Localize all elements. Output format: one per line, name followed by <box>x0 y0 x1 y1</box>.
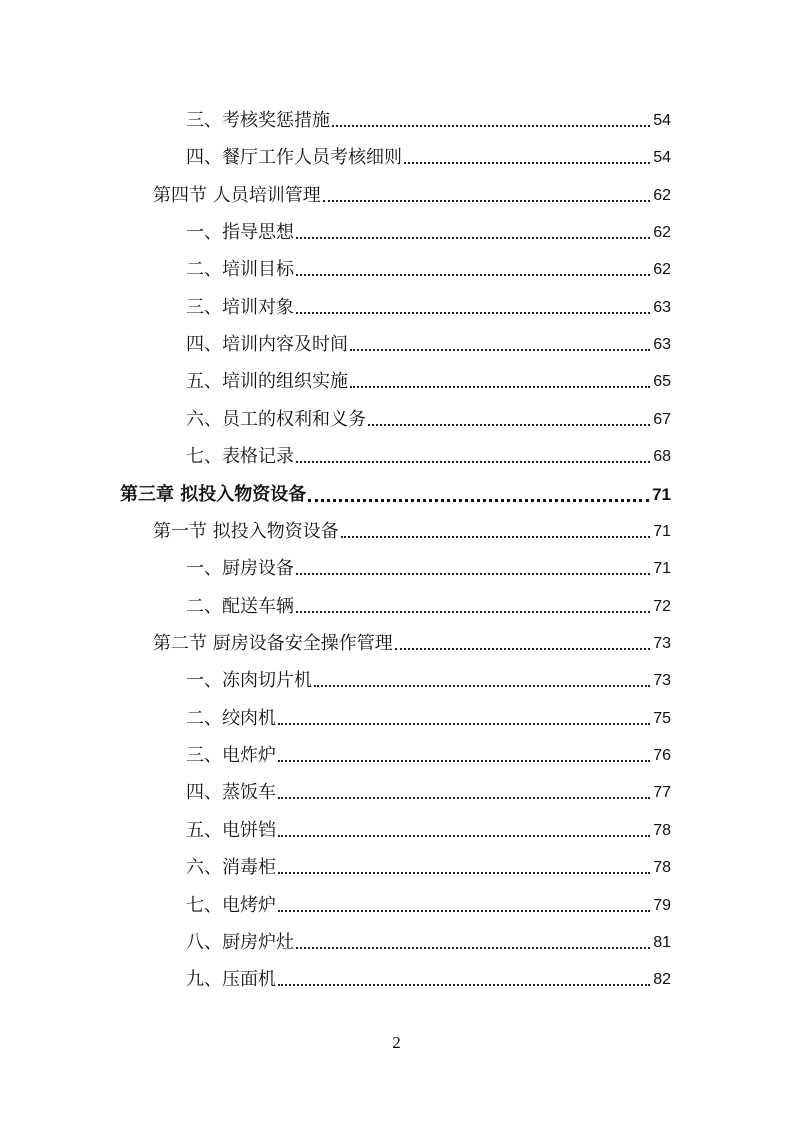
toc-entry[interactable] <box>186 251 671 281</box>
toc-leader-dots <box>296 611 650 613</box>
toc-entry-title: 三、考核奖惩措施 <box>186 110 330 131</box>
toc-leader-dots <box>278 910 650 912</box>
toc-entry[interactable] <box>186 849 671 879</box>
toc-leader-dots <box>323 200 650 202</box>
toc-entry[interactable] <box>186 887 671 917</box>
toc-entry-title: 四、培训内容及时间 <box>186 334 348 355</box>
toc-entry[interactable] <box>186 401 671 431</box>
toc-leader-dots <box>296 573 650 575</box>
toc-entry[interactable] <box>186 774 671 804</box>
toc-entry-page: 73 <box>653 672 671 689</box>
toc-entry-page: 73 <box>653 635 671 652</box>
toc-entry-title: 一、冻肉切片机 <box>186 670 312 691</box>
toc-leader-dots <box>296 461 650 463</box>
toc-entry-page: 78 <box>653 859 671 876</box>
toc-leader-dots <box>395 648 650 650</box>
toc-entry-page: 81 <box>653 934 671 951</box>
toc-entry[interactable] <box>153 625 671 655</box>
toc-entry-title: 第四节 人员培训管理 <box>153 185 321 206</box>
toc-entry-page: 68 <box>653 448 671 465</box>
toc-leader-dots <box>278 984 650 986</box>
toc-entry-page: 63 <box>653 299 671 316</box>
toc-leader-dots <box>350 386 650 388</box>
toc-entry-page: 54 <box>653 112 671 129</box>
toc-entry[interactable] <box>153 177 671 207</box>
toc-entry-page: 76 <box>653 747 671 764</box>
toc-entry[interactable] <box>186 662 671 692</box>
toc-leader-dots <box>350 349 650 351</box>
toc-entry-title: 八、厨房炉灶 <box>186 932 294 953</box>
toc-entry-title: 二、培训目标 <box>186 259 294 280</box>
toc-leader-dots <box>314 685 650 687</box>
toc-entry-title: 七、电烤炉 <box>186 895 276 916</box>
toc-leader-dots <box>296 312 650 314</box>
toc-entry[interactable] <box>186 961 671 991</box>
toc-entry-title: 第一节 拟投入物资设备 <box>153 521 339 542</box>
toc-entry-page: 71 <box>653 560 671 577</box>
toc-entry[interactable] <box>186 737 671 767</box>
toc-entry[interactable] <box>186 289 671 319</box>
toc-entry-page: 75 <box>653 710 671 727</box>
toc-entry-title: 五、培训的组织实施 <box>186 371 348 392</box>
toc-leader-dots <box>278 797 650 799</box>
toc-entry-title: 七、表格记录 <box>186 446 294 467</box>
toc-entry[interactable] <box>186 588 671 618</box>
toc-leader-dots <box>278 760 650 762</box>
toc-entry[interactable] <box>186 363 671 393</box>
toc-leader-dots <box>332 125 650 127</box>
toc-entry[interactable] <box>186 139 671 169</box>
toc-entry-page: 82 <box>653 971 671 988</box>
toc-entry-page: 62 <box>653 224 671 241</box>
toc-entry-title: 一、指导思想 <box>186 222 294 243</box>
toc-leader-dots <box>296 237 650 239</box>
toc-entry-page: 67 <box>653 411 671 428</box>
toc-entry-title: 一、厨房设备 <box>186 558 294 579</box>
toc-entry-title: 三、电炸炉 <box>186 745 276 766</box>
toc-entry[interactable] <box>186 326 671 356</box>
toc-entry[interactable] <box>153 513 671 543</box>
toc-entry-title: 六、消毒柜 <box>186 857 276 878</box>
toc-entry-page: 63 <box>653 336 671 353</box>
toc-leader-dots <box>404 162 650 164</box>
page-number: 2 <box>392 1033 401 1052</box>
toc-entry-page: 71 <box>652 485 671 504</box>
toc-entry-page: 54 <box>653 149 671 166</box>
toc-entry-title: 二、绞肉机 <box>186 708 276 729</box>
toc-entry[interactable] <box>186 550 671 580</box>
toc-entry-title: 四、餐厅工作人员考核细则 <box>186 147 402 168</box>
toc-entry-page: 77 <box>653 784 671 801</box>
toc-leader-dots <box>296 947 650 949</box>
toc-leader-dots <box>278 835 650 837</box>
toc-entry[interactable] <box>186 924 671 954</box>
toc-entry-page: 78 <box>653 822 671 839</box>
toc-entry-title: 第二节 厨房设备安全操作管理 <box>153 633 393 654</box>
toc-entry-page: 62 <box>653 261 671 278</box>
toc-entry-title: 五、电饼铛 <box>186 820 276 841</box>
toc-leader-dots <box>278 723 650 725</box>
toc-entry[interactable] <box>186 102 671 132</box>
toc-entry[interactable] <box>186 438 671 468</box>
toc-entry-page: 65 <box>653 373 671 390</box>
toc-entry-title: 九、压面机 <box>186 969 276 990</box>
toc-entry-title: 三、培训对象 <box>186 297 294 318</box>
toc-leader-dots <box>296 274 650 276</box>
toc-entry-title: 六、员工的权利和义务 <box>186 409 366 430</box>
toc-entry[interactable] <box>186 812 671 842</box>
toc-leader-dots <box>308 499 649 502</box>
toc-leader-dots <box>341 536 650 538</box>
toc-entry-title: 四、蒸饭车 <box>186 782 276 803</box>
toc-entry-title: 二、配送车辆 <box>186 596 294 617</box>
toc-entry-page: 79 <box>653 897 671 914</box>
toc-entry[interactable] <box>186 214 671 244</box>
toc-chapter-entry[interactable] <box>120 476 671 506</box>
toc-entry-page: 71 <box>653 523 671 540</box>
toc-entry-page: 62 <box>653 187 671 204</box>
toc-leader-dots <box>368 424 650 426</box>
toc-leader-dots <box>278 872 650 874</box>
toc-entry-page: 72 <box>653 598 671 615</box>
toc-entry-title: 第三章 拟投入物资设备 <box>120 484 307 505</box>
toc-entry[interactable] <box>186 700 671 730</box>
